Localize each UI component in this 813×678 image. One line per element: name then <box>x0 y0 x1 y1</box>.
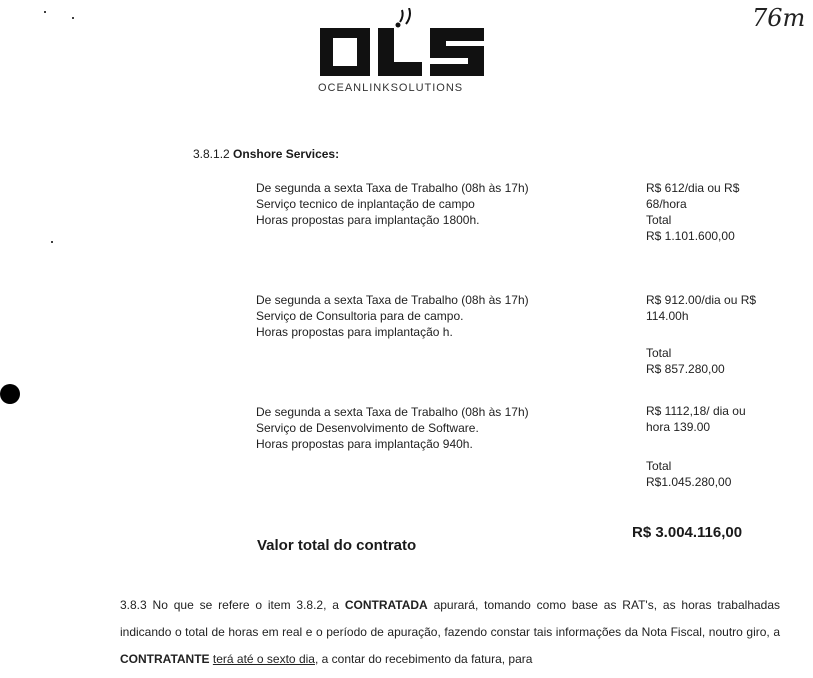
total-label: Total <box>646 459 672 473</box>
clause-paragraph <box>120 592 780 673</box>
scan-speck <box>51 241 53 243</box>
service-line: Horas propostas para implantação 940h. <box>256 437 473 451</box>
section-heading <box>193 147 339 161</box>
total-label: Total <box>646 213 672 227</box>
total-label: Total <box>646 346 672 360</box>
paragraph-text: , a contar do recebimento da fatura, para <box>314 652 533 666</box>
service-price-1 <box>646 180 739 244</box>
hole-punch-mark <box>0 384 20 404</box>
paragraph-text: 3.8.3 No que se refere o item 3.8.2, a <box>120 598 345 612</box>
service-description-1 <box>256 180 529 228</box>
paragraph-bold: CONTRATANTE <box>120 652 210 666</box>
rate-line: hora 139.00 <box>646 420 711 434</box>
rate-line: R$ 612/dia ou R$ <box>646 181 740 195</box>
paragraph-bold: CONTRATADA <box>344 598 428 612</box>
service-line: Serviço tecnico de inplantação de campo <box>256 197 475 211</box>
contract-total-value: R$ 3.004.116,00 <box>632 524 743 541</box>
service-description-2 <box>256 292 529 340</box>
paragraph-text: apurará, tomando como base as RAT's, as horas trabalhadas indicando o total de horas em real e o período de apuração, fazendo constar tais informações da Nota Fiscal, noutro giro, a <box>120 598 781 639</box>
rate-line: R$ 1112,18/ dia ou <box>646 404 746 418</box>
contract-total-label: Valor total do contrato <box>257 537 417 554</box>
service-price-2 <box>646 292 756 324</box>
service-line: Serviço de Consultoria para de campo. <box>256 309 464 323</box>
section-title: Onshore Services: <box>233 147 340 161</box>
scan-speck <box>44 11 46 13</box>
logo-wordmark: OCEANLINKSOLUTIONS <box>318 82 464 94</box>
service-total-2 <box>646 345 725 377</box>
total-value: R$ 857.280,00 <box>646 362 725 376</box>
service-total-3 <box>646 458 731 490</box>
service-description-3 <box>256 404 529 452</box>
section-number: 3.8.1.2 <box>193 147 230 161</box>
service-line: De segunda a sexta Taxa de Trabalho (08h às 17h) <box>256 181 529 195</box>
rate-line: R$ 912.00/dia ou R$ <box>646 293 757 307</box>
service-line: De segunda a sexta Taxa de Trabalho (08h às 17h) <box>256 405 529 419</box>
service-price-3 <box>646 403 746 435</box>
service-line: De segunda a sexta Taxa de Trabalho (08h às 17h) <box>256 293 529 307</box>
total-value: R$ 1.101.600,00 <box>646 229 735 243</box>
page-number-handwritten: 76m <box>752 4 806 32</box>
service-line: Serviço de Desenvolvimento de Software. <box>256 421 479 435</box>
service-line: Horas propostas para implantação h. <box>256 325 453 339</box>
service-line: Horas propostas para implantação 1800h. <box>256 213 480 227</box>
rate-line: 114.00h <box>646 309 689 323</box>
scan-speck <box>72 17 74 19</box>
total-value: R$1.045.280,00 <box>646 475 732 489</box>
rate-line: 68/hora <box>646 197 687 211</box>
paragraph-underline: terá até o sexto dia <box>212 652 315 666</box>
